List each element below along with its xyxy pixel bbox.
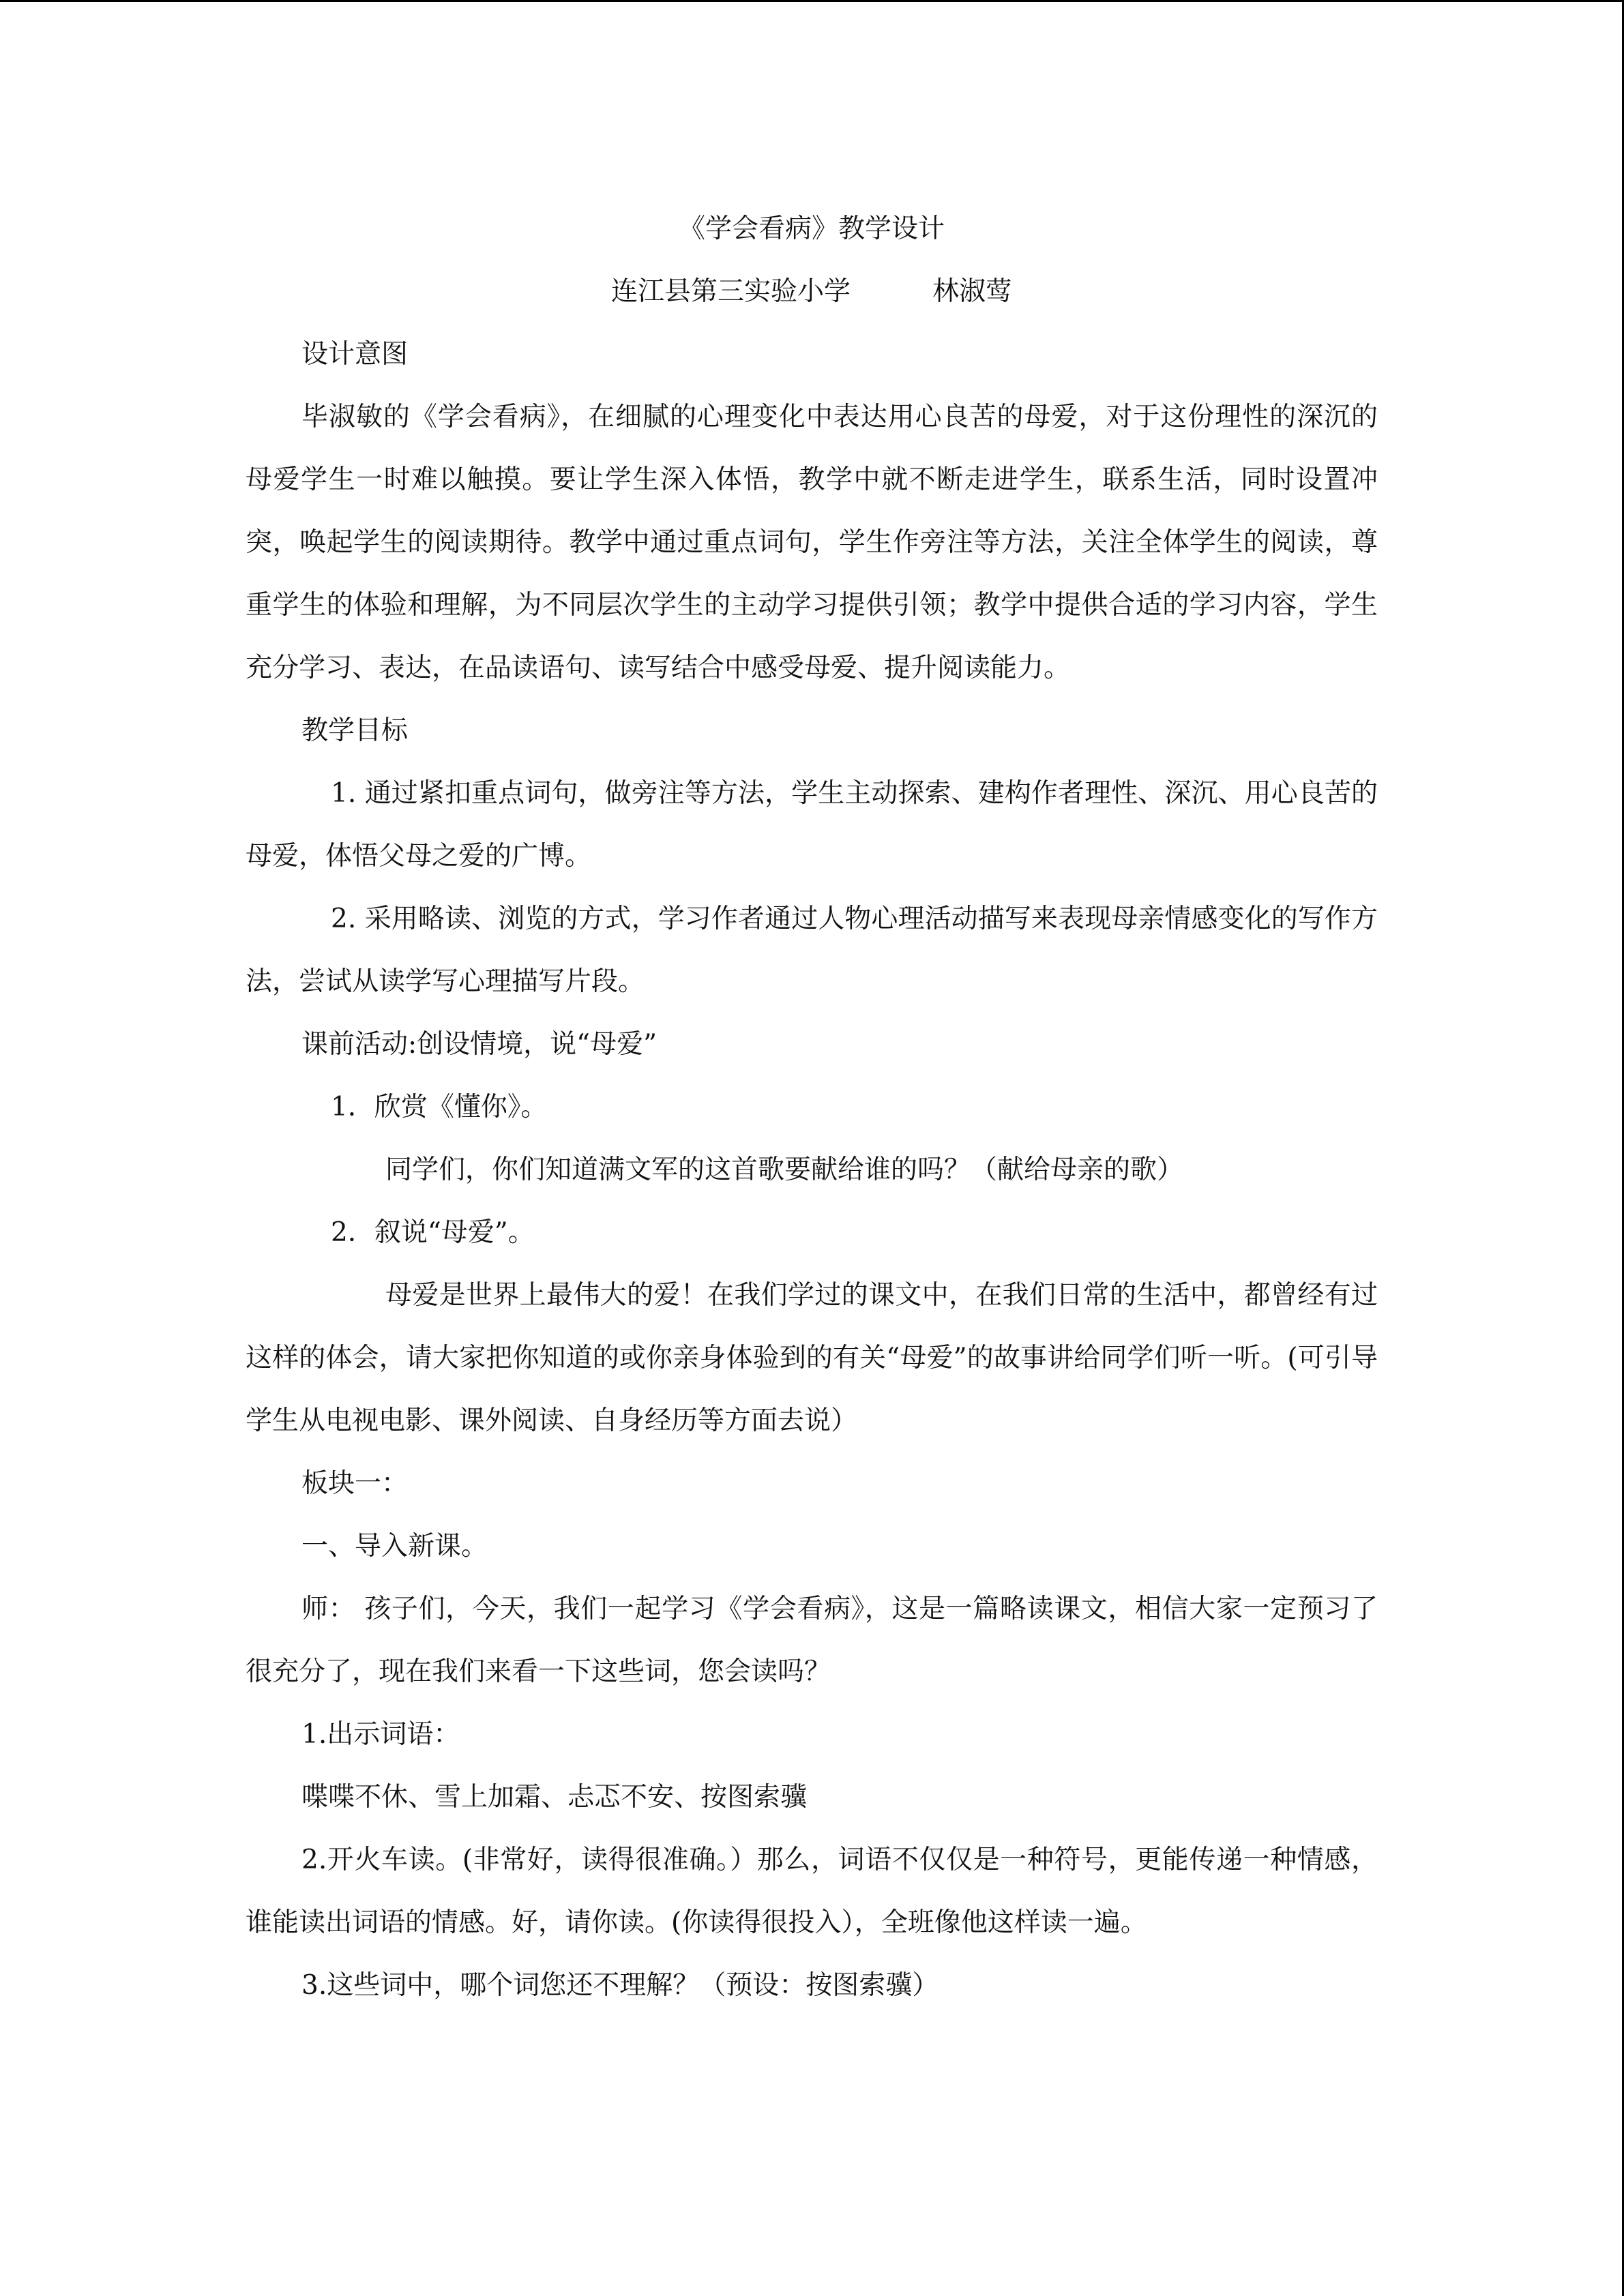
author-line	[246, 260, 1378, 323]
teaching-goals-heading: 教学目标	[301, 715, 409, 746]
pre-class-item-2-text: 母爱是世界上最伟大的爱！在我们学过的课文中，在我们日常的生活中，都曾经有过这样的体会，请大家把你知道的或你亲身体验到的有关“母爱”的故事讲给同学们听一听。(可引导学生从电视电影、课外阅读、自身经历等方面去说）	[246, 1280, 1378, 1436]
pre-class-item-2: 2．叙说“母爱”。	[331, 1217, 535, 1248]
block-1-heading: 板块一：	[301, 1468, 409, 1499]
section-1-heading: 一、导入新课。	[301, 1531, 488, 1562]
design-intent-heading: 设计意图	[301, 339, 409, 370]
teaching-goal-1: 1. 通过紧扣重点词句，做旁注等方法，学生主动探索、建构作者理性、深沉、用心良苦的母爱，体悟父母之爱的广博。	[246, 778, 1378, 871]
page-top-border	[0, 0, 1624, 2]
pre-class-activity-heading: 课前活动:创设情境，说“母爱”	[301, 1029, 658, 1060]
step-1-show-words: 1.出示词语：	[301, 1719, 460, 1750]
teacher-intro-paragraph: 师： 孩子们，今天，我们一起学习《学会看病》，这是一篇略读课文，相信大家一定预习了很充分了，现在我们来看一下这些词，您会读吗？	[246, 1594, 1378, 1687]
school-name: 连江县第三实验小学	[610, 276, 851, 307]
teaching-goal-2: 2. 采用略读、浏览的方式，学习作者通过人物心理活动描写来表现母亲情感变化的写作方法，尝试从读学写心理描写片段。	[246, 904, 1378, 997]
document-title: 《学会看病》教学设计	[678, 213, 945, 244]
author-name: 林淑莺	[932, 276, 1013, 307]
vocabulary-words: 喋喋不休、雪上加霜、忐忑不安、按图索骥	[301, 1782, 808, 1813]
document-body	[246, 198, 1378, 2017]
step-2-read-aloud: 2.开火车读。(非常好，读得很准确。）那么，词语不仅仅是一种符号，更能传递一种情感，谁能读出词语的情感。好，请你读。(你读得很投入），全班像他这样读一遍。	[246, 1845, 1378, 1938]
design-intent-paragraph: 毕淑敏的《学会看病》，在细腻的心理变化中表达用心良苦的母爱，对于这份理性的深沉的母爱学生一时难以触摸。要让学生深入体悟，教学中就不断走进学生，联系生活，同时设置冲突，唤起学生的阅读期待。教学中通过重点词句，学生作旁注等方法，关注全体学生的阅读，尊重学生的体验和理解，为不同层次学生的主动学习提供引领；教学中提供合适的学习内容，学生充分学习、表达，在品读语句、读写结合中感受母爱、提升阅读能力。	[246, 402, 1378, 683]
step-3-question: 3.这些词中，哪个词您还不理解？（预设：按图索骥）	[301, 1970, 939, 2001]
pre-class-item-1-text: 同学们，你们知道满文军的这首歌要献给谁的吗？（献给母亲的歌）	[385, 1154, 1184, 1185]
pre-class-item-1: 1．欣赏《懂你》。	[331, 1092, 548, 1122]
